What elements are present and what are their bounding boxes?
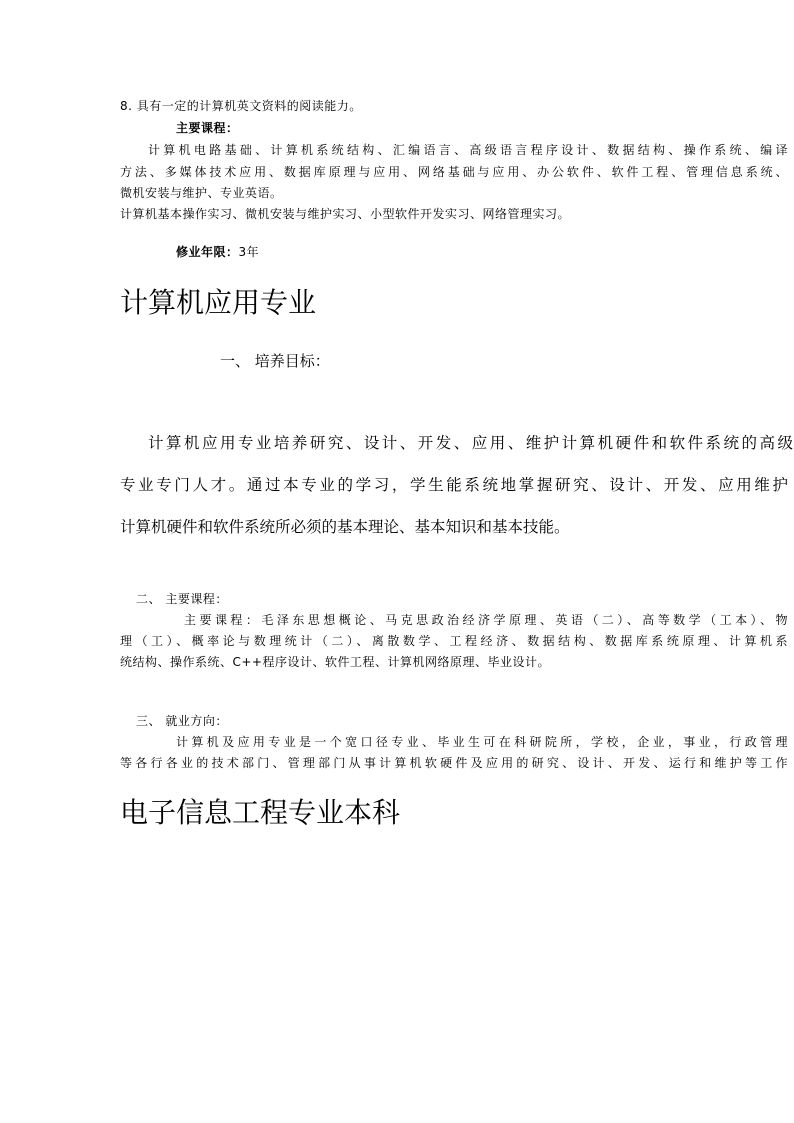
goal-line-2: 专业专门人才。通过本专业的学习，学生能系统地掌握研究、设计、开发、应用维护 [120,476,788,494]
goal-line-1: 计算机应用专业培养研究、设计、开发、应用、维护计算机硬件和软件系统的高级 [148,434,793,452]
major-title-electronic-information: 电子信息工程专业本科 [120,796,401,829]
major1-courses-line-1: 主要课程：毛泽东思想概论、马克思政治经济学原理、英语（二）、高等数学（工本）、物 [184,613,788,627]
item-8-text: 8. 具有一定的计算机英文资料的阅读能力。 [120,99,362,113]
major1-courses-line-2: 理（工）、概率论与数理统计（二）、离散数学、工程经济、数据结构、数据库系统原理、计算机系 [120,634,788,648]
courses-line-3: 微机安装与维护、专业英语。 [120,186,283,200]
goal-heading: 一、 培养目标： [220,352,330,370]
goal-line-3: 计算机硬件和软件系统所必须的基本理论、基本知识和基本技能。 [120,518,570,536]
practice-line: 计算机基本操作实习、微机安装与维护实习、小型软件开发实习、网络管理实习。 [120,207,571,221]
employment-line-1: 计算机及应用专业是一个宽口径专业、毕业生可在科研院所，学校，企业，事业，行政管理 [176,735,788,749]
courses-line-1: 计算机电路基础、计算机系统结构、汇编语言、高级语言程序设计、数据结构、操作系统、编译 [148,143,788,157]
employment-heading: 三、 就业方向： [136,714,228,728]
employment-line-2: 等各行各业的技术部门、管理部门从事计算机软硬件及应用的研究、设计、开发、运行和维护等工作 [120,756,788,770]
duration-line [176,244,259,260]
duration-value: 3年 [238,245,260,259]
courses-heading: 二、 主要课程： [136,592,228,606]
courses-line-2: 方法、多媒体技术应用、数据库原理与应用、网络基础与应用、办公软件、软件工程、管理信息系统、 [120,165,788,179]
major-title-computer-application: 计算机应用专业 [120,286,317,319]
major1-courses-line-3: 统结构、操作系统、C++程序设计、软件工程、计算机网络原理、毕业设计。 [120,655,550,669]
courses-label: 主要课程： [176,121,239,135]
duration-label: 修业年限： [176,245,239,259]
